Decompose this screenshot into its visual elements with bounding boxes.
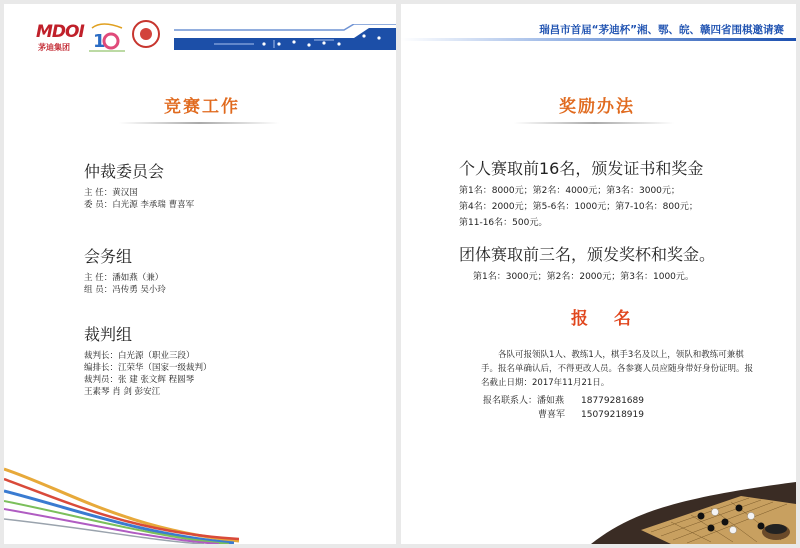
go-board-image [591,452,796,544]
individual-heading: 个人赛取前16名，颁发证书和奖金 [459,159,704,178]
group-title-arbitration: 仲裁委员会 [84,162,165,181]
group-line: 王素琴 肖 剑 彭安江 [84,387,161,397]
anniversary-logo [86,20,128,54]
individual-prize-line: 第4名：2000元；第5-6名：1000元；第7-10名：800元； [459,202,698,212]
group-line: 主 任：潘如燕（兼） [84,273,164,283]
group-line: 编排长：江荣华（国家一级裁判） [84,363,212,373]
contact-label: 报名联系人：潘如燕 [483,396,565,406]
group-line: 委 员：白光源 李承瑞 曹喜军 [84,200,195,210]
svg-text:1: 1 [93,31,106,52]
seal-logo [132,20,160,48]
header-rule [401,38,796,41]
title-underline [119,122,279,124]
individual-prize-line: 第1名：8000元；第2名：4000元；第3名：3000元； [459,186,680,196]
event-title: 瑞昌市首届“茅迪杯”湘、鄂、皖、赣四省围棋邀请赛 [539,24,784,36]
group-title-referee: 裁判组 [84,325,133,344]
group-line: 裁判长：白光源（职业三段） [84,351,195,361]
contact-label: 曹喜军 [538,410,566,420]
section-title-awards: 奖励办法 [559,97,635,117]
left-page [4,4,396,544]
group-line: 裁判员：张 建 张文辉 程圆琴 [84,375,195,385]
individual-prize-line: 第11-16名：500元。 [459,218,548,228]
contact-phone: 18779281689 [581,396,644,406]
group-line: 组 员：冯传勇 吴小玲 [84,285,166,295]
team-prizes: 第1名：3000元；第2名：2000元；第3名：1000元。 [473,272,694,282]
title-underline [514,122,674,124]
modi-logo: MDOI [36,22,84,42]
company-name: 茅迪集团 [38,43,70,52]
group-line: 主 任：黄汉国 [84,188,138,198]
registration-title: 报 名 [571,309,641,329]
group-title-affairs: 会务组 [84,247,133,266]
ribbon-swoosh-decoration [4,449,239,544]
circuit-decoration [174,24,396,54]
right-page [401,4,796,544]
section-title-competition: 竞赛工作 [164,97,240,117]
registration-text: 各队可报领队1人、教练1人，棋手3名及以上，领队和教练可兼棋手。报名单确认后，不得更改人员。各参赛人员应随身带好身份证明。报名截止日期：2017年11月21日。 [481,350,754,388]
contact-phone: 15079218919 [581,410,644,420]
team-heading: 团体赛取前三名，颁发奖杯和奖金。 [459,245,716,264]
